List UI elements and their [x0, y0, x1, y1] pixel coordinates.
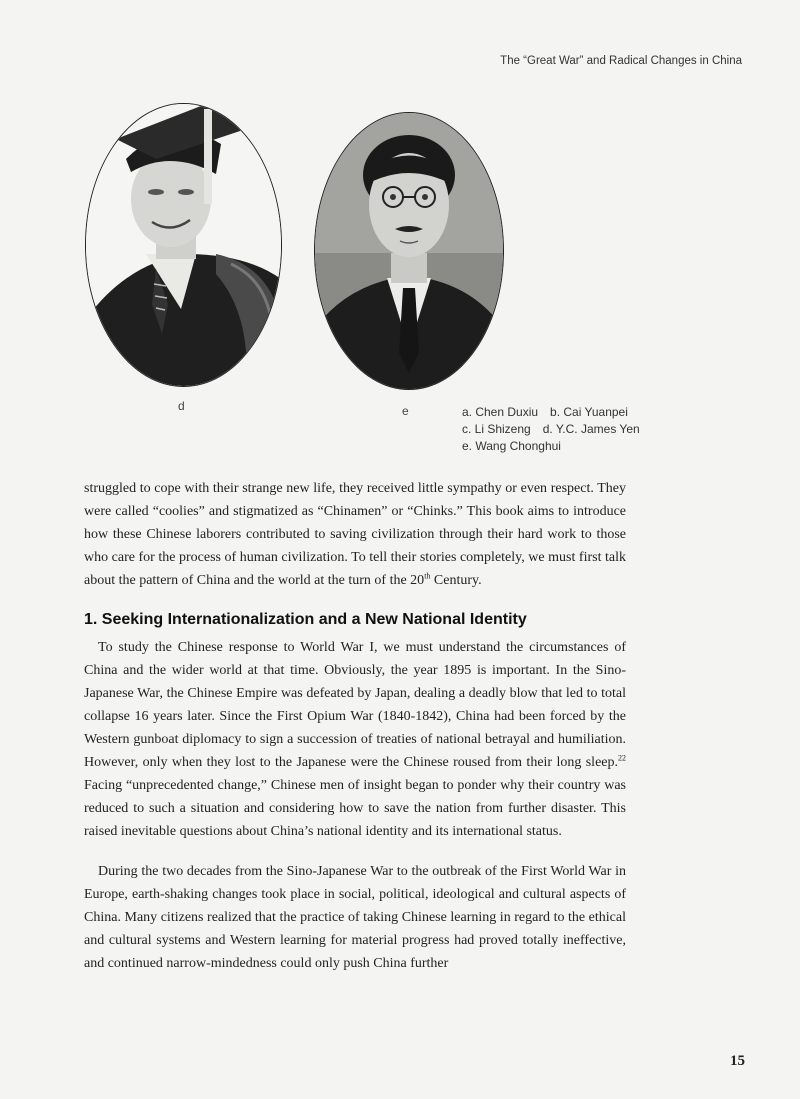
figure-caption — [462, 404, 640, 455]
intro-paragraph — [84, 477, 626, 592]
intro-text: struggled to cope with their strange new life, they received little sympathy or even respect. They were called “coolies” and stigmatized as “Chinamen” or “Chinks.” This book aims to introduce how these Chinese laborers contributed to saving civilization through their hard work to those who care for the process of human civilization. To tell their stories completely, we must first talk about the pattern of China and the world at the turn of the 20 — [84, 481, 626, 588]
footnote-ref-22[interactable]: 22 — [618, 753, 626, 763]
photo-label-e: e — [402, 404, 409, 418]
photo-label-d: d — [178, 399, 185, 413]
caption-row-2 — [462, 421, 640, 438]
section-paragraph-2: During the two decades from the Sino-Japanese War to the outbreak of the First World War in Europe, earth-shaking changes took place in social, political, ideological and cultural aspects of China. Many citizens realized that the practice of taking Chinese learning in regard to the ethical and cultural systems and Western learning for material progress had proved totally ineffective, and continued narrow-mindedness could only push China further — [84, 864, 626, 971]
running-head: The “Great War” and Radical Changes in China — [500, 55, 742, 67]
paragraph-1-text-b: Facing “unprecedented change,” Chinese men of insight began to ponder why their country was reduced to such a situation and considering how to save the nation from further disaster. This raised inevitable questions about China’s national identity and its international status. — [84, 778, 626, 839]
paragraph-1-text-a: To study the Chinese response to World War I, we must understand the circumstances of China and the wider world at that time. Obviously, the year 1895 is important. In the Sino-Japanese War, the Chinese Empire was defeated by Japan, dealing a deadly blow that led to total collapse 16 years later. Since the First Opium War (1840-1842), China had been forced by the Western gunboat diplomacy to sign a succession of treaties of national betrayal and humiliation. However, only when they lost to the Japanese were the Chinese roused from their long sleep. — [84, 640, 626, 770]
caption-item-c: c. Li Shizeng — [462, 422, 531, 436]
caption-row-1 — [462, 404, 640, 421]
portrait-photo-e — [314, 112, 504, 390]
section-paragraph-1 — [84, 636, 626, 843]
caption-item-d: d. Y.C. James Yen — [542, 422, 640, 436]
caption-row-3 — [462, 438, 640, 455]
ordinal-suffix: th — [424, 571, 431, 581]
caption-item-b: b. Cai Yuanpei — [550, 405, 628, 419]
section-heading: 1. Seeking Internationalization and a New National Identity — [84, 611, 527, 628]
portrait-d-illustration — [86, 104, 281, 386]
intro-text-end: Century. — [430, 573, 482, 588]
portrait-photo-d — [85, 103, 282, 387]
caption-item-a: a. Chen Duxiu — [462, 405, 539, 419]
portrait-e-illustration — [315, 113, 503, 389]
caption-item-e: e. Wang Chonghui — [462, 439, 561, 453]
page-number: 15 — [730, 1053, 745, 1069]
